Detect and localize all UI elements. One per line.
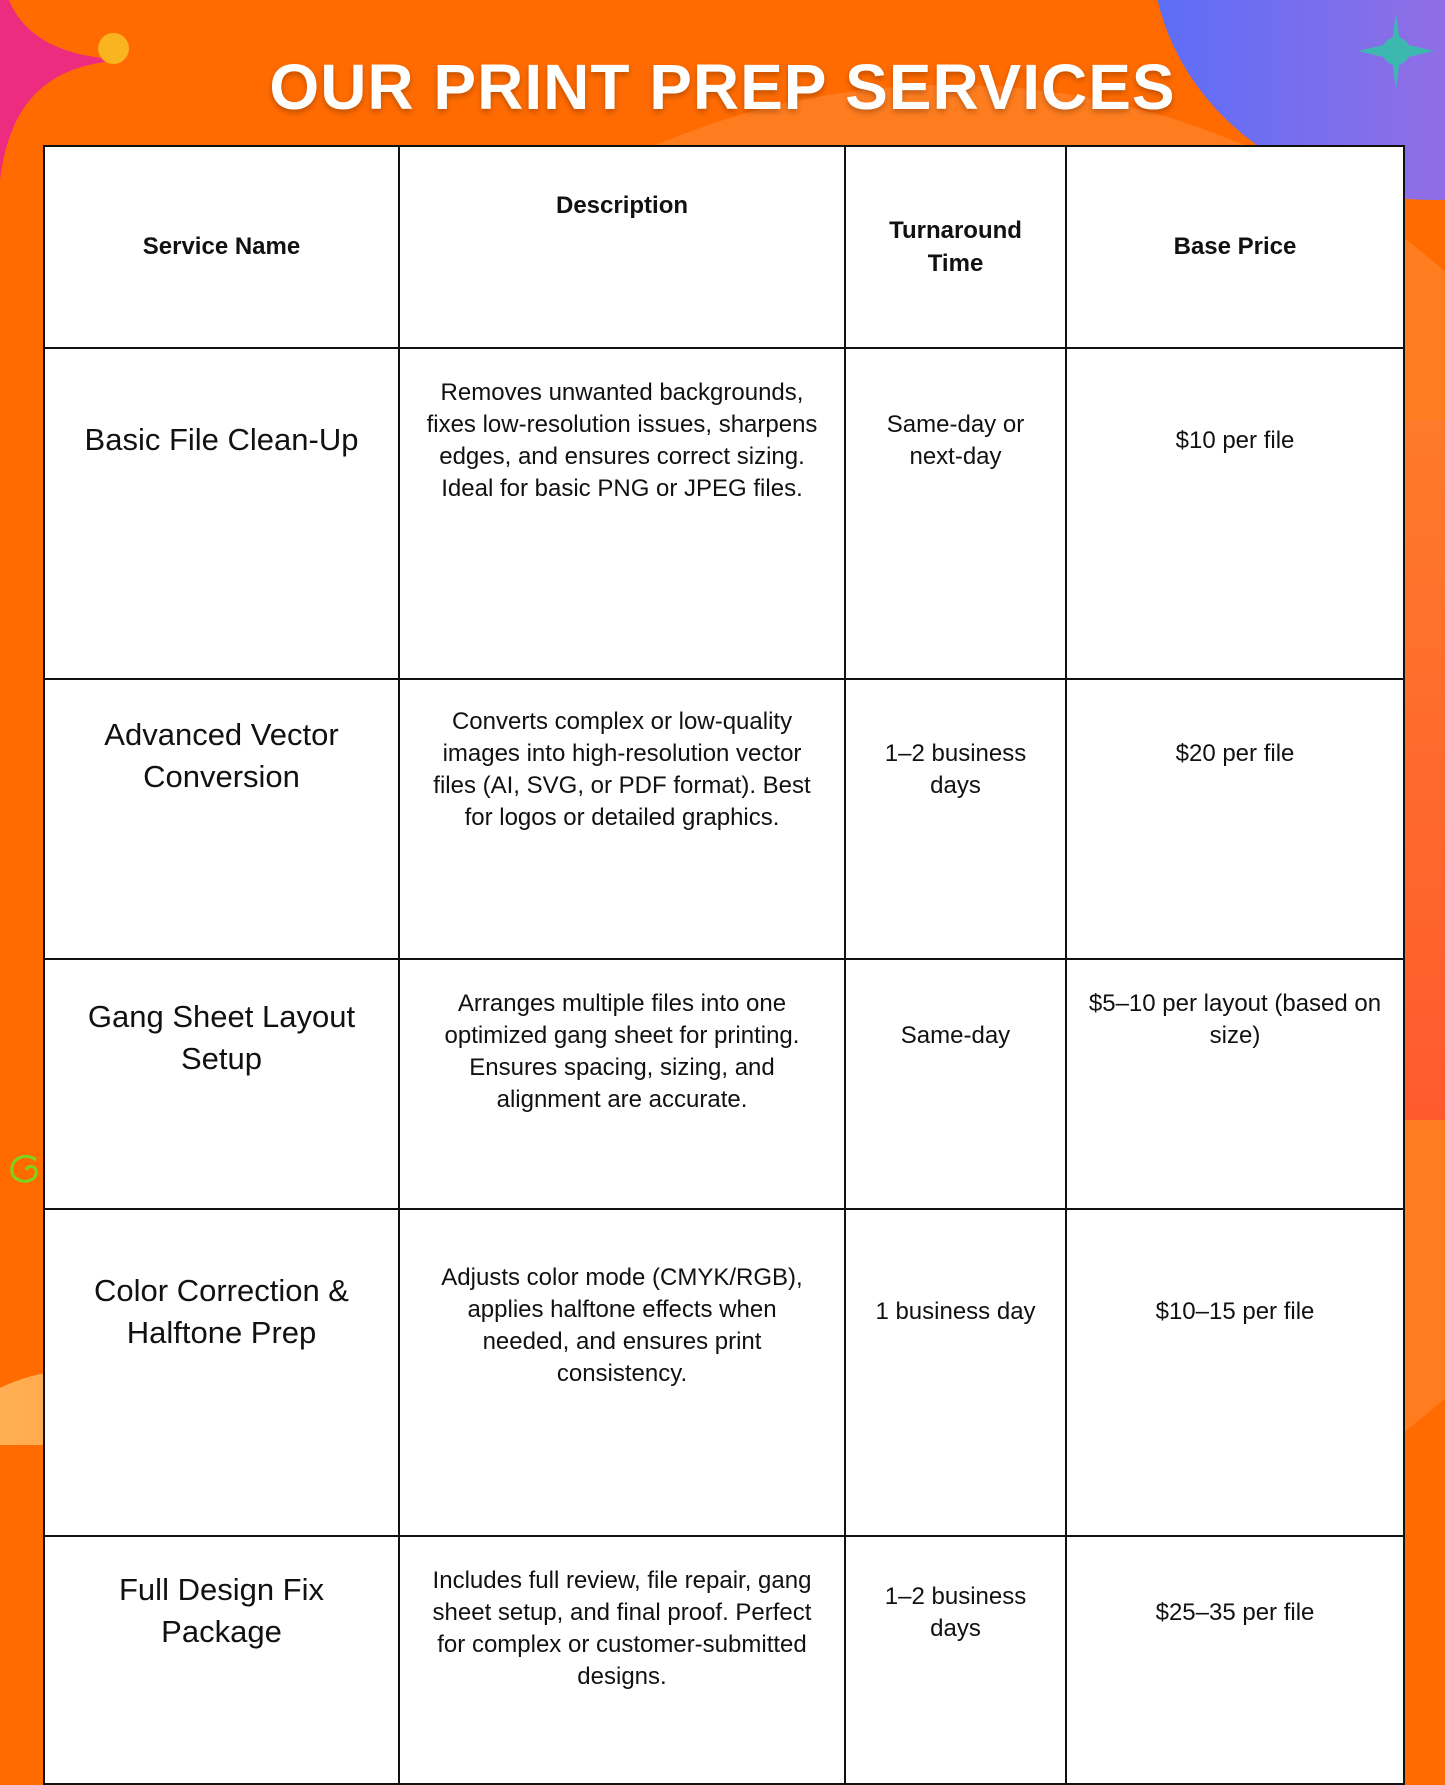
base-price: $25–35 per file: [1066, 1536, 1404, 1784]
table-row: [44, 1209, 1404, 1536]
header-description: Description: [399, 146, 845, 348]
base-price: $10–15 per file: [1066, 1209, 1404, 1536]
green-swirl-icon: [6, 1148, 46, 1188]
service-name: Color Correction & Halftone Prep: [44, 1209, 399, 1536]
turnaround-time: Same-day: [845, 959, 1066, 1209]
service-description: Includes full review, file repair, gang sheet setup, and final proof. Perfect for complex or customer-submitted designs.: [399, 1536, 845, 1784]
header-base-price: Base Price: [1066, 146, 1404, 348]
table-row: [44, 348, 1404, 679]
service-name: Basic File Clean-Up: [44, 348, 399, 679]
service-name: Advanced Vector Conversion: [44, 679, 399, 959]
table-row: [44, 679, 1404, 959]
service-name: Gang Sheet Layout Setup: [44, 959, 399, 1209]
table-header-row: [44, 146, 1404, 348]
services-table: [43, 145, 1405, 1785]
service-description: Arranges multiple files into one optimized gang sheet for printing. Ensures spacing, sizing, and alignment are accurate.: [399, 959, 845, 1209]
turnaround-time: 1 business day: [845, 1209, 1066, 1536]
base-price: $10 per file: [1066, 348, 1404, 679]
turnaround-time: 1–2 business days: [845, 679, 1066, 959]
page-title: OUR PRINT PREP SERVICES: [269, 51, 1176, 123]
right-glow-shape: [1400, 420, 1445, 1120]
table-row: [44, 1536, 1404, 1784]
base-price: $5–10 per layout (based on size): [1066, 959, 1404, 1209]
table-row: [44, 959, 1404, 1209]
service-name: Full Design Fix Package: [44, 1536, 399, 1784]
service-description: Adjusts color mode (CMYK/RGB), applies halftone effects when needed, and ensures print consistency.: [399, 1209, 845, 1536]
base-price: $20 per file: [1066, 679, 1404, 959]
header-turnaround: Turnaround Time: [845, 146, 1066, 348]
service-description: Removes unwanted backgrounds, fixes low-resolution issues, sharpens edges, and ensures correct sizing. Ideal for basic PNG or JPEG files.: [399, 348, 845, 679]
service-description: Converts complex or low-quality images into high-resolution vector files (AI, SVG, or PDF format). Best for logos or detailed graphics.: [399, 679, 845, 959]
header-service-name: Service Name: [44, 146, 399, 348]
turnaround-time: Same-day or next-day: [845, 348, 1066, 679]
turnaround-time: 1–2 business days: [845, 1536, 1066, 1784]
